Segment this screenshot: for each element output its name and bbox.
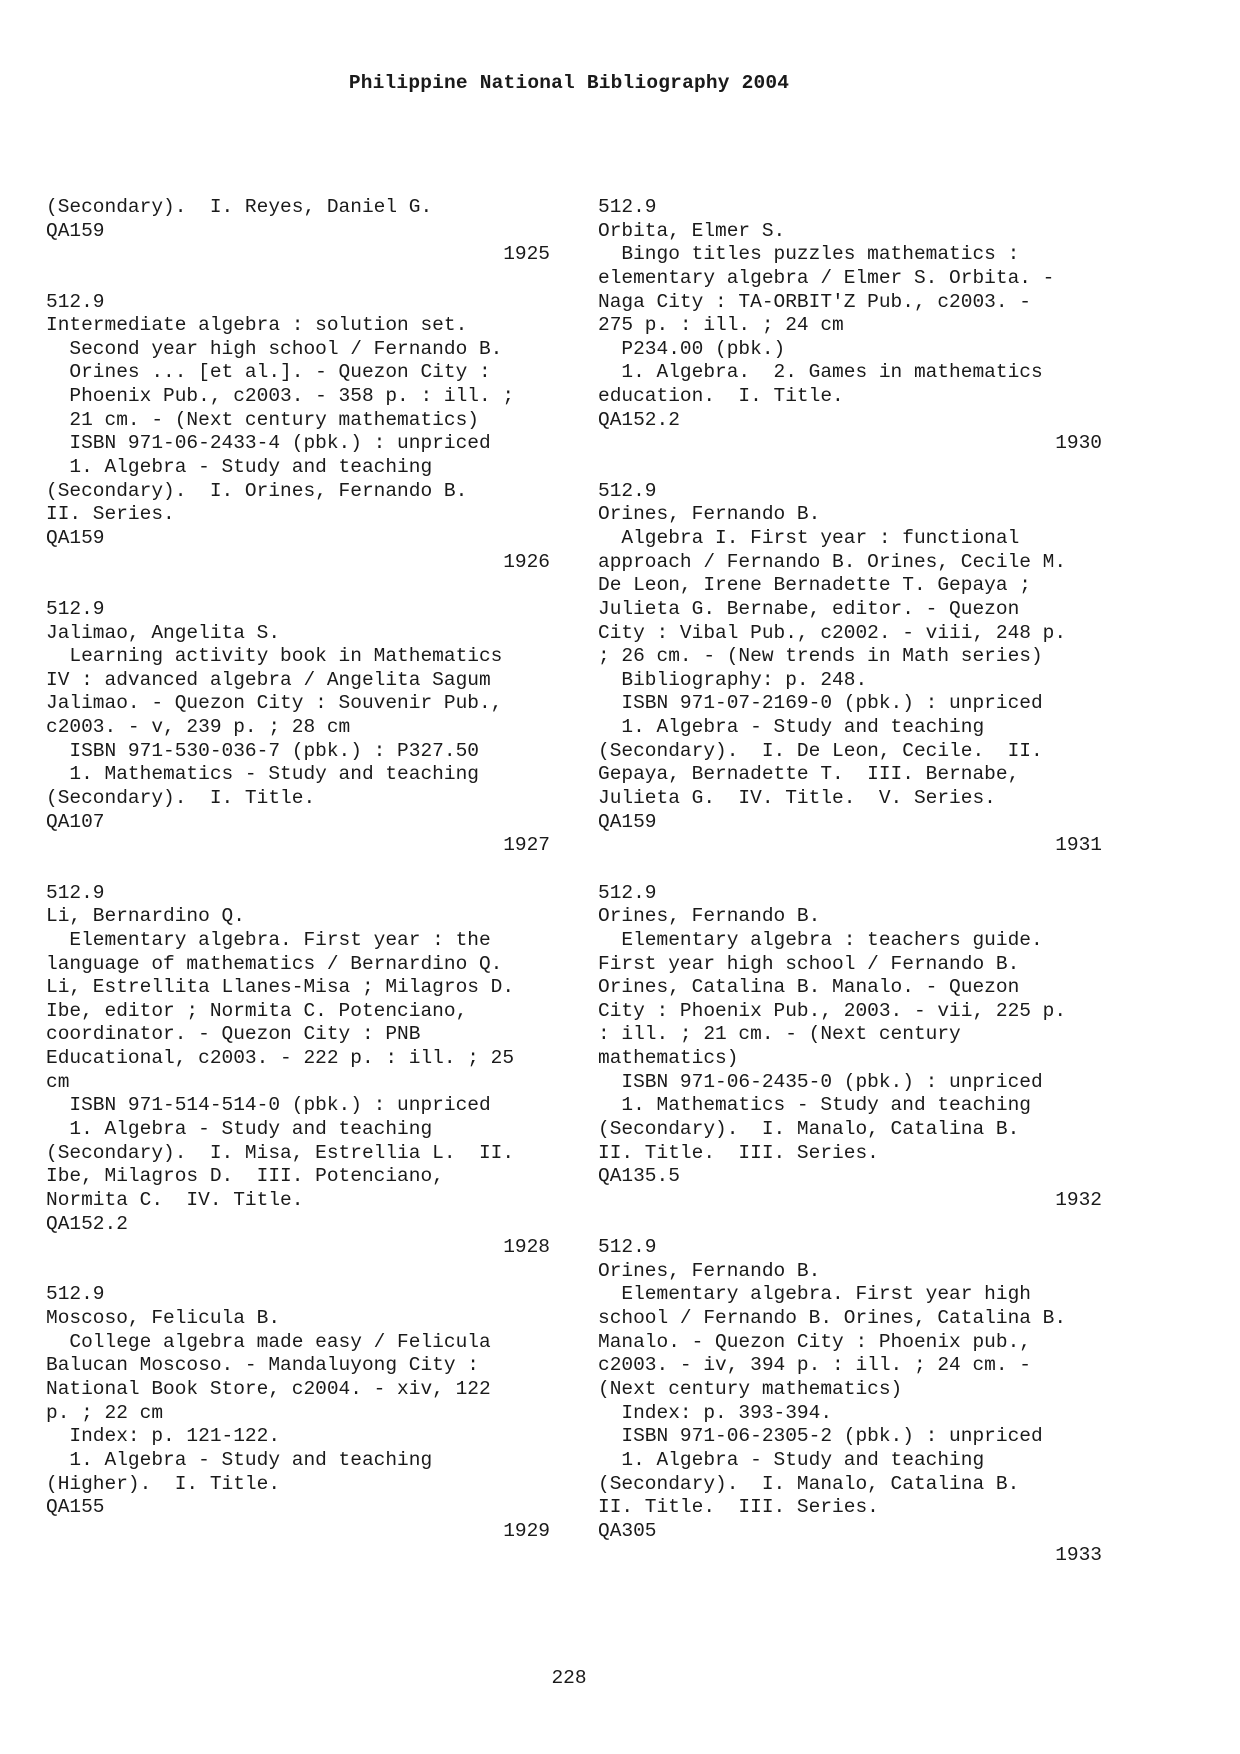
entry-number: 1932	[1055, 1188, 1102, 1211]
entry-line: c2003. - v, 239 p. ; 28 cm	[46, 716, 351, 739]
entry-number: 1931	[1055, 834, 1102, 857]
entry-line: (Secondary). I. Misa, Estrellia L. II.	[46, 1141, 515, 1164]
entry-line: Orines, Fernando B.	[598, 905, 821, 928]
entry-line: Balucan Moscoso. - Mandaluyong City :	[46, 1354, 479, 1377]
entry-line: Jalimao. - Quezon City : Souvenir Pub.,	[46, 692, 503, 715]
entry-line: Orines ... [et al.]. - Quezon City :	[46, 361, 491, 384]
entry-line: Manalo. - Quezon City : Phoenix pub.,	[598, 1330, 1031, 1353]
entry-line: ISBN 971-06-2435-0 (pbk.) : unpriced	[598, 1070, 1043, 1093]
entry-line: Algebra I. First year : functional	[598, 526, 1020, 549]
entry-spacer	[598, 858, 1118, 882]
entry-line: Elementary algebra. First year : the	[46, 928, 491, 951]
page-number: 228	[551, 1667, 587, 1689]
entry-line: QA155	[46, 1496, 105, 1519]
entry-line: First year high school / Fernando B.	[598, 952, 1020, 975]
entry-line: (Secondary). I. Reyes, Daniel G.	[46, 196, 433, 218]
entry-line: 512.9	[598, 196, 657, 218]
entry-line: 1. Algebra. 2. Games in mathematics	[598, 361, 1043, 384]
entry-line: 21 cm. - (Next century mathematics)	[46, 408, 479, 431]
entry-line: language of mathematics / Bernardino Q.	[46, 952, 503, 975]
entry-line: National Book Store, c2004. - xiv, 122	[46, 1378, 491, 1401]
entry-line: 1. Algebra - Study and teaching	[598, 716, 985, 739]
entry-line: De Leon, Irene Bernadette T. Gepaya ;	[598, 574, 1031, 597]
entry-line: 512.9	[46, 290, 105, 313]
entry-number: 1926	[503, 550, 550, 573]
entry-line: mathematics)	[598, 1047, 739, 1070]
entry-line: Orines, Fernando B.	[598, 1259, 821, 1282]
page-header: Philippine National Bibliography 2004	[348, 72, 790, 94]
entry-line: II. Title. III. Series.	[598, 1141, 879, 1164]
entry-line: College algebra made easy / Felicula	[46, 1330, 491, 1353]
entry-line: (Secondary). I. Orines, Fernando B.	[46, 479, 468, 502]
entry-line: coordinator. - Quezon City : PNB	[46, 1023, 421, 1046]
entry-number: 1930	[1055, 432, 1102, 455]
entry-line: education. I. Title.	[598, 385, 844, 408]
entry-line: ISBN 971-07-2169-0 (pbk.) : unpriced	[598, 692, 1043, 715]
bibliography-entry	[598, 480, 1118, 858]
entry-line: ISBN 971-530-036-7 (pbk.) : P327.50	[46, 739, 479, 762]
entry-line: Gepaya, Bernadette T. III. Bernabe,	[598, 763, 1020, 786]
entry-line: QA305	[598, 1519, 657, 1542]
entry-line: p. ; 22 cm	[46, 1401, 164, 1424]
entry-line: 512.9	[598, 479, 657, 502]
entry-number: 1928	[503, 1236, 550, 1259]
entry-line: Learning activity book in Mathematics	[46, 645, 503, 668]
entry-spacer	[46, 267, 566, 291]
entry-number: 1933	[1055, 1543, 1102, 1566]
entry-line: 1. Algebra - Study and teaching	[46, 456, 433, 479]
entry-line: Orines, Catalina B. Manalo. - Quezon	[598, 976, 1020, 999]
entry-line: QA159	[46, 526, 105, 549]
bibliography-entry	[46, 291, 566, 575]
entry-spacer	[46, 574, 566, 598]
entry-line: 512.9	[46, 1283, 105, 1306]
entry-line: P234.00 (pbk.)	[598, 337, 786, 360]
entry-line: Index: p. 393-394.	[598, 1401, 833, 1424]
entry-line: Phoenix Pub., c2003. - 358 p. : ill. ;	[46, 385, 515, 408]
entry-line: Julieta G. Bernabe, editor. - Quezon	[598, 597, 1020, 620]
bibliography-entry	[46, 882, 566, 1260]
entry-line: 1. Algebra - Study and teaching	[46, 1117, 433, 1140]
entry-line: Li, Estrellita Llanes-Misa ; Milagros D.	[46, 976, 515, 999]
entry-line: 512.9	[46, 881, 105, 904]
entry-line: 275 p. : ill. ; 24 cm	[598, 314, 844, 337]
entry-spacer	[46, 858, 566, 882]
entry-line: 1. Algebra - Study and teaching	[598, 1448, 985, 1471]
entry-line: 1. Algebra - Study and teaching	[46, 1448, 433, 1471]
entry-line: (Secondary). I. De Leon, Cecile. II.	[598, 739, 1043, 762]
entry-line: 512.9	[598, 1236, 657, 1259]
entry-line: Ibe, Milagros D. III. Potenciano,	[46, 1165, 444, 1188]
entry-line: approach / Fernando B. Orines, Cecile M.	[598, 550, 1067, 573]
entry-line: ISBN 971-514-514-0 (pbk.) : unpriced	[46, 1094, 491, 1117]
entry-line: QA152.2	[598, 408, 680, 431]
entry-line: Ibe, editor ; Normita C. Potenciano,	[46, 999, 468, 1022]
entry-line: c2003. - iv, 394 p. : ill. ; 24 cm. -	[598, 1354, 1031, 1377]
bibliography-entry	[598, 1236, 1118, 1567]
right-column	[598, 196, 1118, 1567]
entry-line: 512.9	[46, 597, 105, 620]
entry-line: II. Series.	[46, 503, 175, 526]
left-column	[46, 196, 566, 1544]
entry-spacer	[598, 456, 1118, 480]
entry-line: (Higher). I. Title.	[46, 1472, 281, 1495]
entry-line: 1. Mathematics - Study and teaching	[598, 1094, 1031, 1117]
entry-line: Second year high school / Fernando B.	[46, 337, 503, 360]
entry-line: City : Vibal Pub., c2002. - viii, 248 p.	[598, 621, 1067, 644]
entry-line: Elementary algebra. First year high	[598, 1283, 1031, 1306]
entry-line: Li, Bernardino Q.	[46, 905, 245, 928]
entry-line: Elementary algebra : teachers guide.	[598, 928, 1043, 951]
entry-line: (Secondary). I. Manalo, Catalina B.	[598, 1117, 1020, 1140]
entry-line: Moscoso, Felicula B.	[46, 1307, 281, 1330]
entry-line: : ill. ; 21 cm. - (Next century	[598, 1023, 961, 1046]
entry-line: 512.9	[598, 881, 657, 904]
entry-line: 1. Mathematics - Study and teaching	[46, 763, 479, 786]
entry-line: ISBN 971-06-2433-4 (pbk.) : unpriced	[46, 432, 491, 455]
entry-line: ; 26 cm. - (New trends in Math series)	[598, 645, 1043, 668]
entry-line: cm	[46, 1070, 70, 1093]
bibliography-entry	[598, 196, 1118, 456]
entry-line: Normita C. IV. Title.	[46, 1188, 304, 1211]
entry-line: Julieta G. IV. Title. V. Series.	[598, 787, 996, 810]
entry-line: elementary algebra / Elmer S. Orbita. -	[598, 266, 1055, 289]
entry-line: Orines, Fernando B.	[598, 503, 821, 526]
entry-line: Intermediate algebra : solution set.	[46, 314, 468, 337]
entry-spacer	[46, 1260, 566, 1284]
entry-line: QA159	[598, 810, 657, 833]
entry-line: Naga City : TA-ORBIT'Z Pub., c2003. -	[598, 290, 1031, 313]
bibliography-entry	[46, 1283, 566, 1543]
entry-line: QA159	[46, 219, 105, 242]
entry-number: 1925	[503, 243, 550, 266]
entry-number: 1929	[503, 1519, 550, 1542]
entry-line: QA152.2	[46, 1212, 128, 1235]
bibliography-entry	[46, 196, 566, 267]
entry-line: QA135.5	[598, 1165, 680, 1188]
entry-line: school / Fernando B. Orines, Catalina B.	[598, 1307, 1067, 1330]
entry-number: 1927	[503, 834, 550, 857]
entry-line: (Secondary). I. Title.	[46, 787, 316, 810]
entry-line: II. Title. III. Series.	[598, 1496, 879, 1519]
entry-line: Orbita, Elmer S.	[598, 219, 786, 242]
entry-line: City : Phoenix Pub., 2003. - vii, 225 p.	[598, 999, 1067, 1022]
entry-line: Jalimao, Angelita S.	[46, 621, 281, 644]
entry-line: (Next century mathematics)	[598, 1378, 903, 1401]
entry-line: Educational, c2003. - 222 p. : ill. ; 25	[46, 1047, 515, 1070]
entry-line: IV : advanced algebra / Angelita Sagum	[46, 668, 491, 691]
bibliography-entry	[598, 882, 1118, 1213]
entry-line: ISBN 971-06-2305-2 (pbk.) : unpriced	[598, 1425, 1043, 1448]
entry-line: (Secondary). I. Manalo, Catalina B.	[598, 1472, 1020, 1495]
entry-line: QA107	[46, 810, 105, 833]
entry-line: Index: p. 121-122.	[46, 1425, 281, 1448]
entry-line: Bingo titles puzzles mathematics :	[598, 243, 1020, 266]
entry-spacer	[598, 1213, 1118, 1237]
entry-line: Bibliography: p. 248.	[598, 668, 868, 691]
bibliography-entry	[46, 598, 566, 858]
